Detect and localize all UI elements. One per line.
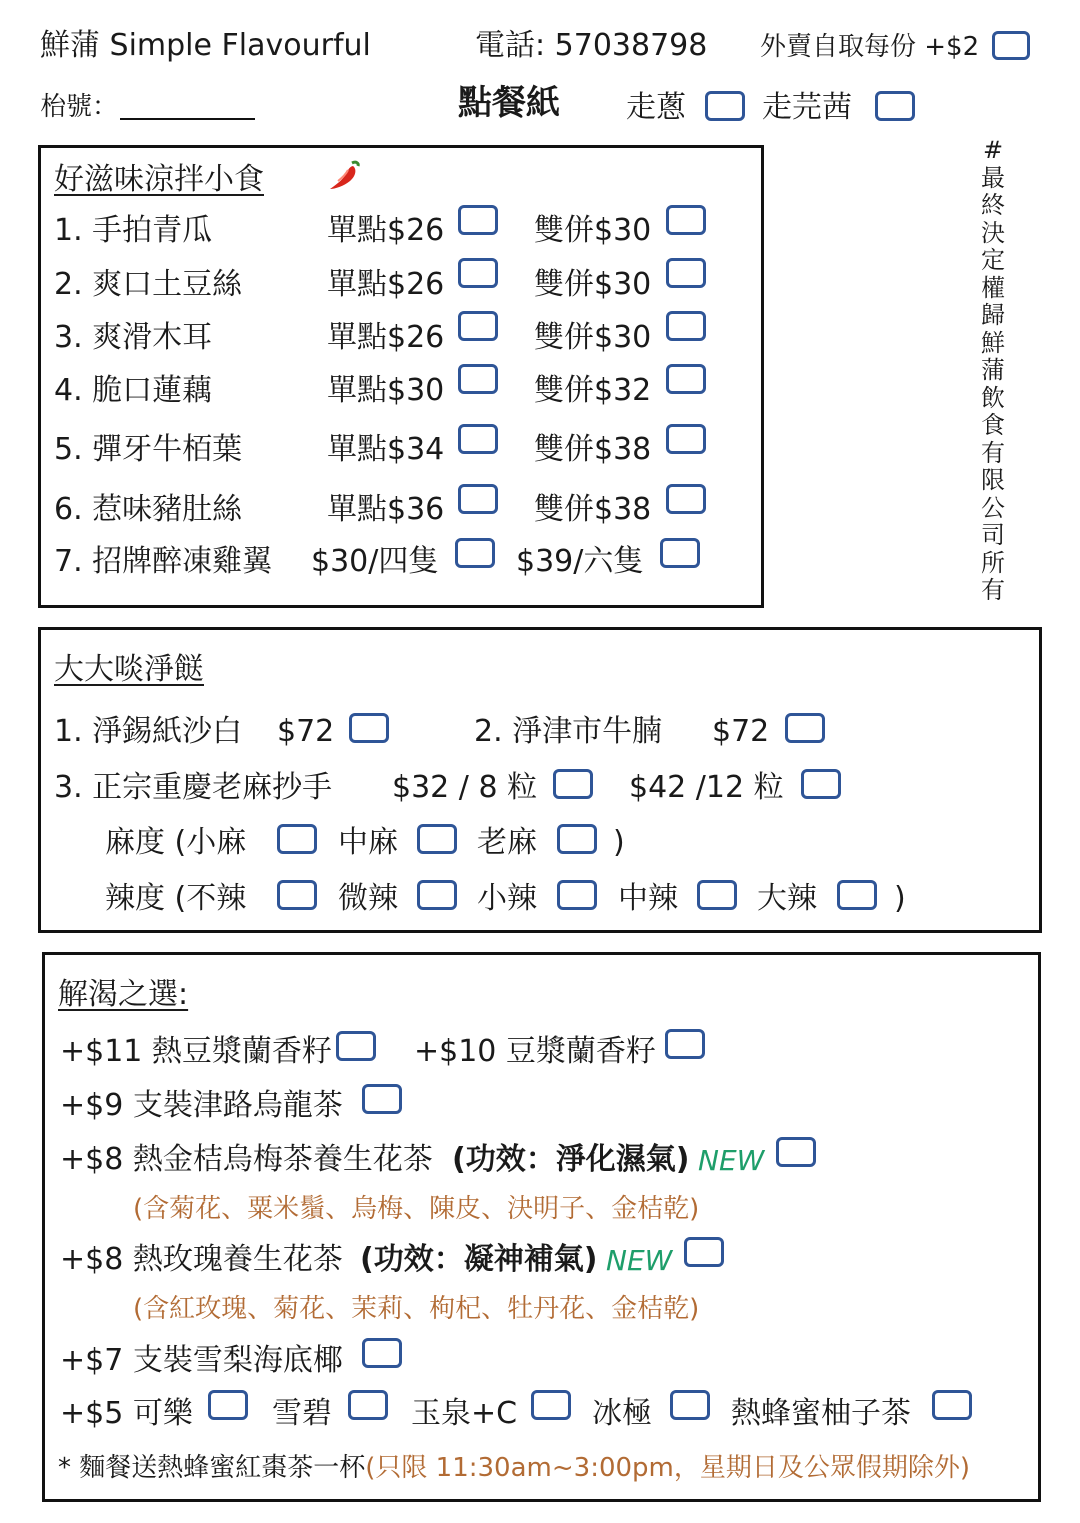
item-price: $42 /12 粒 (629, 770, 784, 805)
item-checkbox[interactable] (553, 769, 593, 799)
double-price: 雙併$30 (534, 267, 652, 302)
single-price: 單點$34 (327, 432, 445, 467)
new-badge: NEW (606, 1244, 673, 1277)
single-price: 單點$30 (327, 373, 445, 408)
drinks-section-title: 解渴之選: (58, 977, 189, 1012)
chili-pepper-icon (326, 157, 362, 193)
disclaimer-note: #最終決定權歸鮮蒲飲食有限公司所有 (981, 136, 1005, 604)
item-name: 1. 淨錫紙沙白 (54, 714, 243, 749)
option-checkbox[interactable] (417, 824, 457, 854)
drink-ingredients: (含紅玫瑰、菊花、茉莉、枸杞、牡丹花、金桔乾) (133, 1294, 700, 1324)
single-checkbox[interactable] (458, 484, 498, 514)
drink-checkbox[interactable] (208, 1390, 248, 1420)
option-checkbox[interactable] (557, 880, 597, 910)
drink-checkbox[interactable] (348, 1390, 388, 1420)
no-onion-label: 走蔥 (626, 90, 686, 125)
option-checkbox[interactable] (557, 824, 597, 854)
double-checkbox[interactable] (666, 205, 706, 235)
drink-checkbox[interactable] (336, 1031, 376, 1061)
close-paren: ) (894, 881, 906, 916)
footnote-main: * 麵餐送熱蜂蜜紅棗茶一杯 (58, 1453, 366, 1483)
no-onion-checkbox[interactable] (705, 91, 745, 121)
double-checkbox[interactable] (666, 258, 706, 288)
double-price: 雙併$32 (534, 373, 652, 408)
phone-number: 電話: 57038798 (475, 28, 708, 63)
double-checkbox[interactable] (666, 364, 706, 394)
footnote-note: (只限 11:30am~3:00pm，星期日及公眾假期除外) (365, 1453, 971, 1483)
single-price: 單點$26 (327, 213, 445, 248)
item-name: 2. 淨津市牛腩 (474, 714, 663, 749)
drink-checkbox[interactable] (362, 1084, 402, 1114)
single-checkbox[interactable] (458, 424, 498, 454)
double-checkbox[interactable] (666, 484, 706, 514)
single-checkbox[interactable] (458, 205, 498, 235)
table-number-field[interactable] (120, 118, 255, 120)
option-checkbox[interactable] (277, 880, 317, 910)
item-checkbox[interactable] (785, 713, 825, 743)
drink-item: +$9 支裝津路烏龍茶 (60, 1088, 343, 1123)
single-checkbox[interactable] (458, 311, 498, 341)
drink-effect: (功效：淨化濕氣) (452, 1142, 690, 1177)
drink-item: +$8 熱金桔烏梅茶養生花茶 (60, 1142, 433, 1177)
option-label: 微辣 (338, 881, 398, 916)
item-name: 2. 爽口土豆絲 (54, 267, 243, 302)
option-label: 大辣 (757, 881, 817, 916)
drink-checkbox[interactable] (776, 1137, 816, 1167)
single-price: $30/四隻 (311, 544, 439, 579)
single-price: 單點$26 (327, 320, 445, 355)
item-price: $72 (277, 714, 335, 749)
item-checkbox[interactable] (349, 713, 389, 743)
no-coriander-checkbox[interactable] (875, 91, 915, 121)
takeaway-surcharge: 外賣自取每份 +$2 (760, 32, 980, 62)
item-name: 6. 惹味豬肚絲 (54, 492, 243, 527)
item-name: 3. 正宗重慶老麻抄手 (54, 770, 333, 805)
drink-checkbox[interactable] (362, 1338, 402, 1368)
option-checkbox[interactable] (417, 880, 457, 910)
double-checkbox[interactable] (660, 538, 700, 568)
no-coriander-label: 走芫茜 (762, 90, 852, 125)
single-checkbox[interactable] (455, 538, 495, 568)
option-label: 小辣 (477, 881, 537, 916)
single-checkbox[interactable] (458, 258, 498, 288)
drink-checkbox[interactable] (665, 1029, 705, 1059)
item-name: 5. 彈牙牛栢葉 (54, 432, 243, 467)
shop-name: 鮮蒲 Simple Flavourful (40, 28, 371, 63)
drink-option: 雪碧 (272, 1396, 332, 1431)
drink-checkbox[interactable] (670, 1390, 710, 1420)
item-checkbox[interactable] (801, 769, 841, 799)
spiciness-label: 辣度 (不辣 (105, 881, 247, 916)
drink-option: 玉泉+C (411, 1396, 518, 1431)
option-checkbox[interactable] (277, 824, 317, 854)
item-price: $32 / 8 粒 (392, 770, 538, 805)
double-price: 雙併$38 (534, 432, 652, 467)
double-checkbox[interactable] (666, 424, 706, 454)
drink-option: 冰極 (592, 1396, 652, 1431)
drink-checkbox[interactable] (531, 1390, 571, 1420)
drink-ingredients: (含菊花、粟米鬚、烏梅、陳皮、決明子、金桔乾) (133, 1194, 700, 1224)
numbness-label: 麻度 (小麻 (105, 825, 247, 860)
double-price: 雙併$30 (534, 213, 652, 248)
double-price: 雙併$30 (534, 320, 652, 355)
item-price: $72 (712, 714, 770, 749)
double-price: $39/六隻 (516, 544, 644, 579)
new-badge: NEW (698, 1144, 765, 1177)
drink-item: +$8 熱玫瑰養生花茶 (60, 1242, 343, 1277)
takeaway-checkbox[interactable] (992, 31, 1030, 60)
drink-item: +$7 支裝雪梨海底椰 (60, 1343, 343, 1378)
drink-checkbox[interactable] (684, 1237, 724, 1267)
drink-item: +$10 豆漿蘭香籽 (414, 1034, 656, 1069)
option-label: 中麻 (338, 825, 398, 860)
item-name: 4. 脆口蓮藕 (54, 373, 213, 408)
form-title: 點餐紙 (458, 83, 560, 123)
item-name: 7. 招牌醉凍雞翼 (54, 544, 273, 579)
option-checkbox[interactable] (837, 880, 877, 910)
table-number-label: 枱號： (40, 92, 119, 122)
drink-item: +$11 熱豆漿蘭香籽 (60, 1034, 332, 1069)
item-name: 3. 爽滑木耳 (54, 320, 213, 355)
single-price: 單點$26 (327, 267, 445, 302)
drink-option: 熱蜂蜜柚子茶 (731, 1396, 911, 1431)
item-name: 1. 手拍青瓜 (54, 213, 213, 248)
appetizer-section-title: 好滋味涼拌小食 (54, 162, 264, 197)
drink-item: +$5 可樂 (60, 1396, 193, 1431)
single-price: 單點$36 (327, 492, 445, 527)
single-checkbox[interactable] (458, 364, 498, 394)
drink-checkbox[interactable] (932, 1390, 972, 1420)
main-dish-section-title: 大大啖淨餸 (54, 652, 204, 687)
footnote (58, 1450, 970, 1486)
option-label: 中辣 (618, 881, 678, 916)
drink-effect: (功效：凝神補氣) (360, 1242, 598, 1277)
double-price: 雙併$38 (534, 492, 652, 527)
option-label: 老麻 (477, 825, 537, 860)
option-checkbox[interactable] (697, 880, 737, 910)
double-checkbox[interactable] (666, 311, 706, 341)
close-paren: ) (613, 825, 625, 860)
